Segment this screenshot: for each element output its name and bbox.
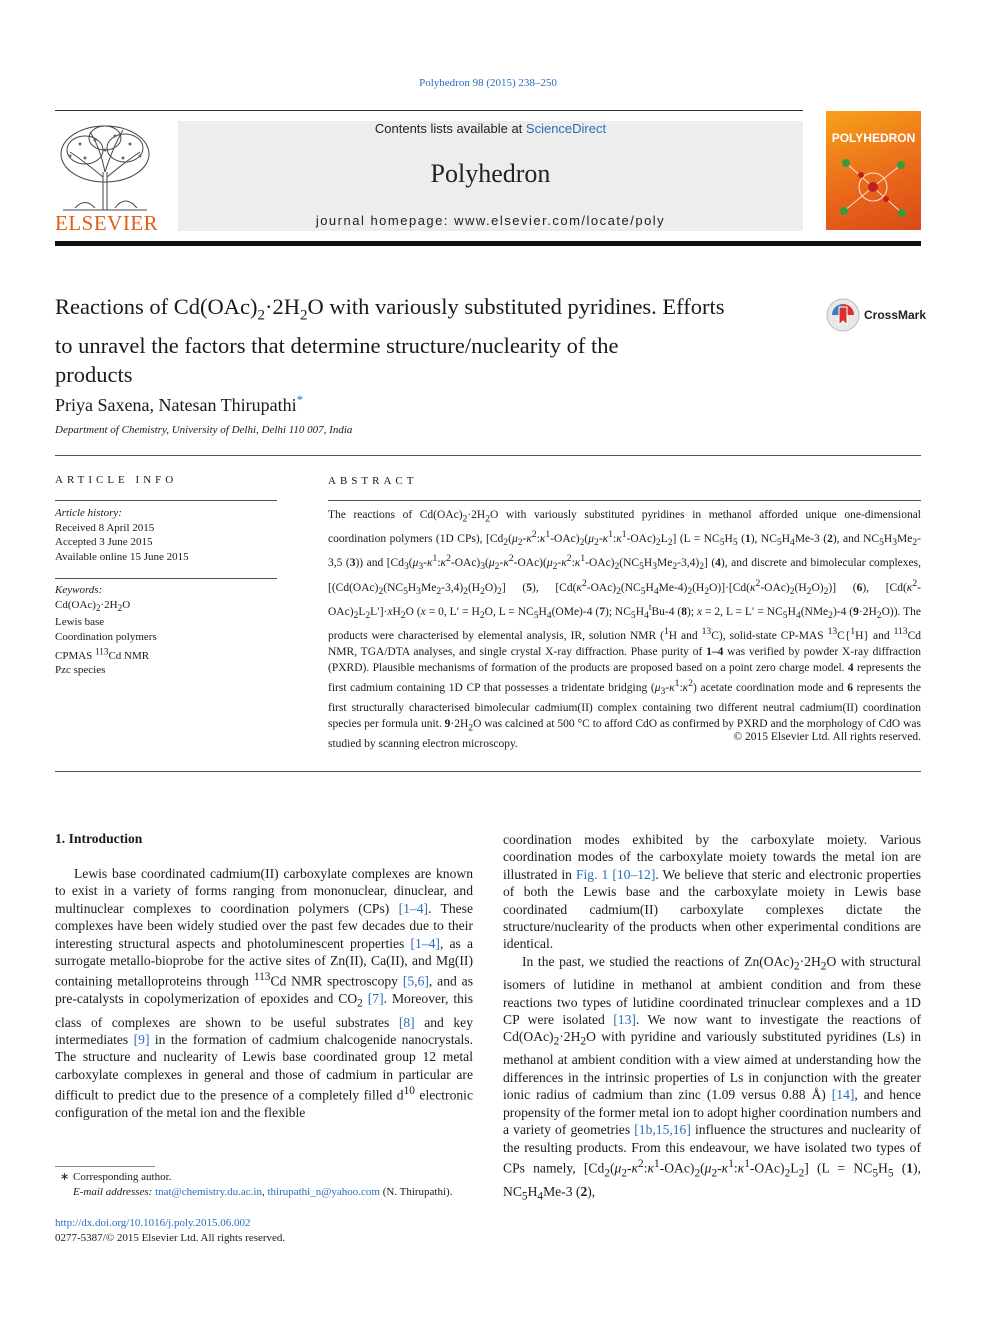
cover-title: POLYHEDRON bbox=[831, 131, 916, 145]
corresponding-note: Corresponding author. bbox=[73, 1171, 172, 1183]
reference-link[interactable]: [5,6] bbox=[402, 973, 429, 989]
divider bbox=[55, 500, 277, 501]
reference-link[interactable]: [1b,15,16] bbox=[634, 1122, 691, 1138]
keyword-item: Pzc species bbox=[55, 664, 106, 677]
keyword-item: $Cd(OAc)_2\cdot 2H_2O$ bbox=[55, 598, 131, 613]
reference-link[interactable]: [1–4] bbox=[410, 935, 440, 951]
footnote-mark: ∗ bbox=[60, 1171, 70, 1183]
doi-block bbox=[55, 1216, 485, 1246]
authors-names: Priya Saxena, Natesan Thirupathi bbox=[55, 395, 297, 415]
email-link[interactable]: tnat@chemistry.du.ac.in bbox=[155, 1186, 262, 1198]
title-part: products bbox=[55, 361, 133, 387]
reference-link[interactable]: [7] bbox=[367, 991, 384, 1007]
title-part: O with variously substituted pyridines. Efforts bbox=[307, 294, 725, 319]
crossmark-label: CrossMark bbox=[864, 308, 927, 322]
abstract-text: The reactions of $Cd(OAc)_2\cdot 2H_2O$ with variously substituted pyridines in methanol afforded unique one-dimensional coordination polymers (1D CPs), $[Cd_2(\mu_2-\kappa^2:\kappa^1-OAc)_2(\mu_2-\kappa^1:\kappa^1-OAc)_2L_2] (L = NC_5H_5$ (1), $NC_5H_4Me-3$ (2), and $NC_5H_3Me_2-3,5$ (3)) and $[Cd_3(\mu_3-\kappa^1:\kappa^2-OAc)_3(\mu_2-\kappa^2-OAc)(\mu_2-\kappa^2:\kappa^1-OAc)_2(NC_5H_3Me_2-3,4)_2]$ (4), and discrete and bimolecular complexes, [$(Cd(OAc)_2(NC_5H_3Me_2-3,4)_2(H_2O)_2]$ (5), $[Cd(\kappa^2-OAc)_2(NC_5H_4Me-4)_2(H_2O)]\cdot[Cd(\kappa^2-OAc)_2(H_2O)_2)$] (6), $[Cd(\kappa^2-OAc)_2L_2L']\cdot xH_2O$ (x = 0, $L' = H_2O$, $L = NC_5H_4(OMe)-4$ (7); $NC_5H_4^tBu-4$ (8); x = 2, $L = L' = NC_5H_4(NMe_2)-4$ $(9\cdot 2H_2O)$). The products were characterised by elemental analysis, IR, solution NMR ($^1$H and $^{13}$C), solid-state CP-MAS $^{13}$C{$^1$H} and $^{113}$Cd NMR, TGA/DTA analyses, and single crystal X-ray diffraction. Phase purity of 1–4 was verified by powder X-ray diffraction (PXRD). Plausible mechanisms of formation of the products are proposed based on a point zero charge model. 4 represents the first cadmium containing 1D CP that possesses a tridentate bridging $(\mu_3-\kappa^1:\kappa^2)$ acetate coordination mode and 6 represents the first structurally characterised bimolecular cadmium(II) complex containing two different neutral cadmium(II) coordination species per formula unit. $9\cdot 2H_2O$ was calcined at 500 °C to afford CdO as confirmed by PXRD and the morphology of CdO was studied by scanning electron microscopy. bbox=[328, 509, 922, 751]
elsevier-wordmark: ELSEVIER bbox=[55, 211, 159, 235]
abstract-copyright: © 2015 Elsevier Ltd. All rights reserved. bbox=[733, 731, 921, 743]
title-part: to unravel the factors that determine structure/nuclearity of the bbox=[55, 332, 619, 358]
journal-banner bbox=[178, 121, 803, 231]
article-title: Reactions of $Cd(OAc)_2\cdot 2H_2O$ with variously substituted pyridines. Efforts to unravel the factors that determine structure/nuclearity of the products bbox=[55, 294, 725, 387]
history-online: Available online 15 June 2015 bbox=[55, 550, 189, 563]
divider bbox=[55, 455, 921, 456]
reference-link[interactable]: [14] bbox=[831, 1087, 855, 1103]
history-received: Received 8 April 2015 bbox=[55, 521, 155, 534]
divider bbox=[55, 578, 277, 579]
footnote: ∗ Corresponding author. E-mail addresses: tnat@chemistry.du.ac.in, thirupathi_n@yahoo.com (N. Thirupathi). bbox=[60, 1171, 453, 1198]
figure-link[interactable]: Fig. 1 bbox=[575, 866, 609, 882]
journal-cover-image[interactable] bbox=[826, 111, 921, 230]
title-part: Reactions of Cd(OAc) bbox=[55, 294, 258, 319]
header-thick-rule bbox=[55, 241, 921, 246]
keywords-label: Keywords: bbox=[55, 584, 103, 596]
divider bbox=[55, 771, 921, 772]
keyword-item: Coordination polymers bbox=[55, 630, 157, 643]
title-part: ·2H bbox=[264, 294, 300, 319]
history-accepted: Accepted 3 June 2015 bbox=[55, 536, 153, 548]
contents-prefix: Contents lists available at bbox=[374, 121, 526, 136]
abstract-heading: ABSTRACT bbox=[328, 475, 418, 487]
crossmark-icon bbox=[826, 298, 860, 332]
reference-link[interactable]: [1–4] bbox=[398, 900, 429, 916]
reference-link[interactable]: [8] bbox=[398, 1014, 415, 1030]
journal-name: Polyhedron bbox=[430, 159, 551, 188]
journal-homepage[interactable]: journal homepage: www.elsevier.com/locate/poly bbox=[315, 213, 666, 228]
sciencedirect-link[interactable]: ScienceDirect bbox=[525, 121, 607, 136]
email-suffix: (N. Thirupathi). bbox=[382, 1186, 453, 1198]
reference-link[interactable]: [10–12] bbox=[612, 866, 656, 882]
intro-paragraph: In the past, we studied the reactions of $Zn(OAc)_2\cdot 2H_2O$ with structural isomers of lutidine in methanol at ambient condition and from these reactions two types of lutidine coordinated trinuclear complexes and a 1D CP were isolated [13]. We now want to investigate the reactions of $Cd(OAc)_2\cdot 2H_2O$ with pyridine and variously substituted pyridines (Ls) in methanol at ambient condition with a view aimed at understanding how the differences in the intrinsic properties of Ls in conjunction with the greater ionic radius of cadmium than zinc (1.09 versus 0.88 Å) [14], and hence propensity of the former metal ion to adopt higher coordination numbers and a variety of geometries [1b,15,16] influence the structures and nuclearity of the resulting products. From this endeavour, we have isolated two types of CPs namely, $[Cd_2(\mu_2-\kappa^2:\kappa^1-OAc)_2(\mu_2-\kappa^1:\kappa^1-OAc)_2L_2] (L = NC_5H_5$ (1), $NC_5H_4Me-3$ (2), bbox=[503, 954, 921, 1203]
keyword-item: CPMAS $^{113}$Cd NMR bbox=[55, 646, 150, 662]
email-label: E-mail addresses: bbox=[73, 1186, 153, 1198]
divider bbox=[328, 500, 921, 501]
history-label: Article history: bbox=[55, 507, 122, 519]
issn-line: 0277-5387/© 2015 Elsevier Ltd. All rights reserved. bbox=[55, 1232, 286, 1244]
email-link[interactable]: thirupathi_n@yahoo.com bbox=[267, 1186, 380, 1198]
author-list bbox=[55, 392, 303, 416]
article-info-heading: ARTICLE INFO bbox=[55, 474, 178, 486]
contents-line bbox=[178, 121, 803, 136]
crossmark-badge[interactable] bbox=[826, 298, 926, 334]
doi-link[interactable]: http://dx.doi.org/10.1016/j.poly.2015.06.002 bbox=[55, 1217, 251, 1229]
reference-link[interactable]: [9] bbox=[133, 1031, 150, 1047]
corresponding-author-mark[interactable]: * bbox=[296, 392, 304, 407]
article-history bbox=[55, 506, 277, 564]
footnote-rule bbox=[55, 1166, 155, 1167]
keyword-item: Lewis base bbox=[55, 616, 105, 629]
affiliation: Department of Chemistry, University of Delhi, Delhi 110 007, India bbox=[55, 424, 353, 436]
journal-citation[interactable]: Polyhedron 98 (2015) 238–250 bbox=[419, 77, 557, 89]
header-rule bbox=[55, 110, 803, 111]
section-heading: 1. Introduction bbox=[55, 831, 143, 846]
reference-link[interactable]: [13] bbox=[613, 1011, 636, 1027]
keywords bbox=[55, 583, 277, 678]
intro-paragraph: Lewis base coordinated cadmium(II) carboxylate complexes are known to exist in a variety of forms ranging from mononuclear, dinuclear, and multinuclear complexes to coordination polymers (CPs) [1–4]. These complexes have been widely studied over the past few decades due to their interesting structural aspects and photoluminescent properties [1–4], as a surrogate metallo-bioprobe for the active sites of Zn(II), Ca(II), and Mg(II) containing metalloproteins through $^{113}$Cd NMR spectroscopy [5,6], and as pre-catalysts in copolymerization of epoxides and $CO_2$ [7]. Moreover, this class of complexes are shown to be useful substrates [8] and key intermediates [9] in the formation of cadmium chalcogenide nanocrystals. The structure and nuclearity of Lewis base coordinated group 12 metal carboxylate complexes in general and those of cadmium in particular are difficult to predict due to the presence of a completely filled $d^{10}$ electronic configuration of the metal ion and the flexible bbox=[55, 866, 473, 1121]
intro-paragraph: coordination modes exhibited by the carboxylate moiety. Various coordination modes of the carboxylate moiety towards the metal ion are illustrated in Fig. 1 [10–12]. We believe that steric and electronic properties of both the Lewis base and the carboxylate moiety in Lewis base coordinated cadmium(II) carboxylate complexes dictate the structure/nuclearity of the products when other experimental conditions are identical. bbox=[503, 832, 922, 952]
